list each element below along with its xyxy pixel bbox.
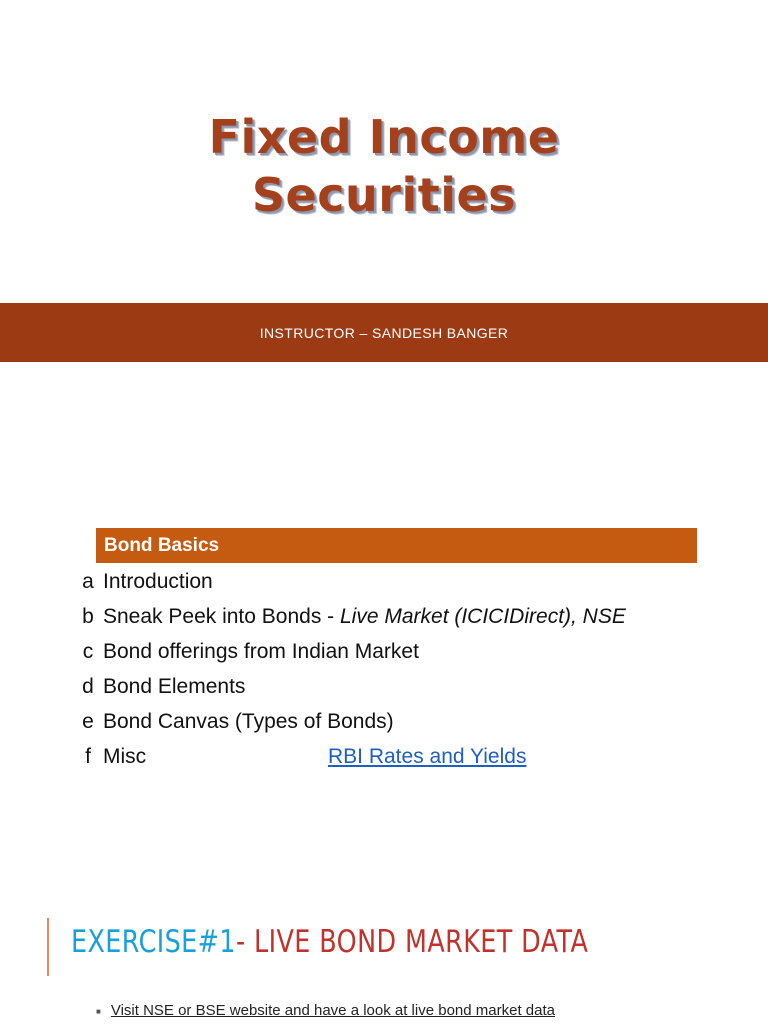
toc-letter: c	[82, 639, 94, 663]
exercise-suffix: - LIVE BOND MARKET DATA	[235, 924, 589, 960]
bullet-item	[96, 1002, 555, 1019]
rbi-rates-link[interactable]: RBI Rates and Yields	[328, 744, 527, 768]
toc-item	[74, 704, 754, 739]
toc-item	[74, 564, 754, 599]
toc-letter: d	[82, 674, 94, 698]
bullet-text: Visit NSE or BSE website and have a look at live bond market data	[110, 1002, 555, 1019]
exercise-prefix: EXERCISE#1	[71, 924, 236, 960]
toc-text: Bond Elements	[103, 674, 246, 698]
toc-text: Introduction	[103, 569, 213, 593]
toc-letter: f	[85, 744, 91, 768]
toc-text: Bond offerings from Indian Market	[103, 639, 419, 663]
accent-divider	[47, 918, 49, 976]
toc-item	[74, 669, 754, 704]
title-line-2: Securities	[251, 168, 517, 222]
toc-item	[74, 739, 754, 774]
toc-text	[102, 605, 626, 629]
toc-text: Bond Canvas (Types of Bonds)	[103, 709, 394, 733]
square-bullet-icon: ■	[96, 1006, 101, 1016]
instructor-band	[0, 303, 768, 362]
toc-list	[74, 564, 754, 774]
toc-letter: b	[82, 604, 94, 628]
slide-title	[0, 108, 768, 224]
toc-text: Misc	[103, 744, 147, 768]
instructor-text: INSTRUCTOR – SANDESH BANGER	[259, 324, 509, 341]
title-line-1: Fixed Income	[208, 110, 560, 164]
toc-letter: a	[82, 569, 94, 593]
toc-item	[74, 634, 754, 669]
toc-text-italic: Live Market (ICICIDirect), NSE	[339, 604, 626, 628]
toc-item	[74, 599, 754, 634]
toc-header: Bond Basics	[96, 528, 697, 563]
exercise-heading	[71, 924, 588, 960]
toc-letter: e	[82, 709, 94, 733]
toc-text-plain: Sneak Peek into Bonds -	[103, 604, 340, 628]
